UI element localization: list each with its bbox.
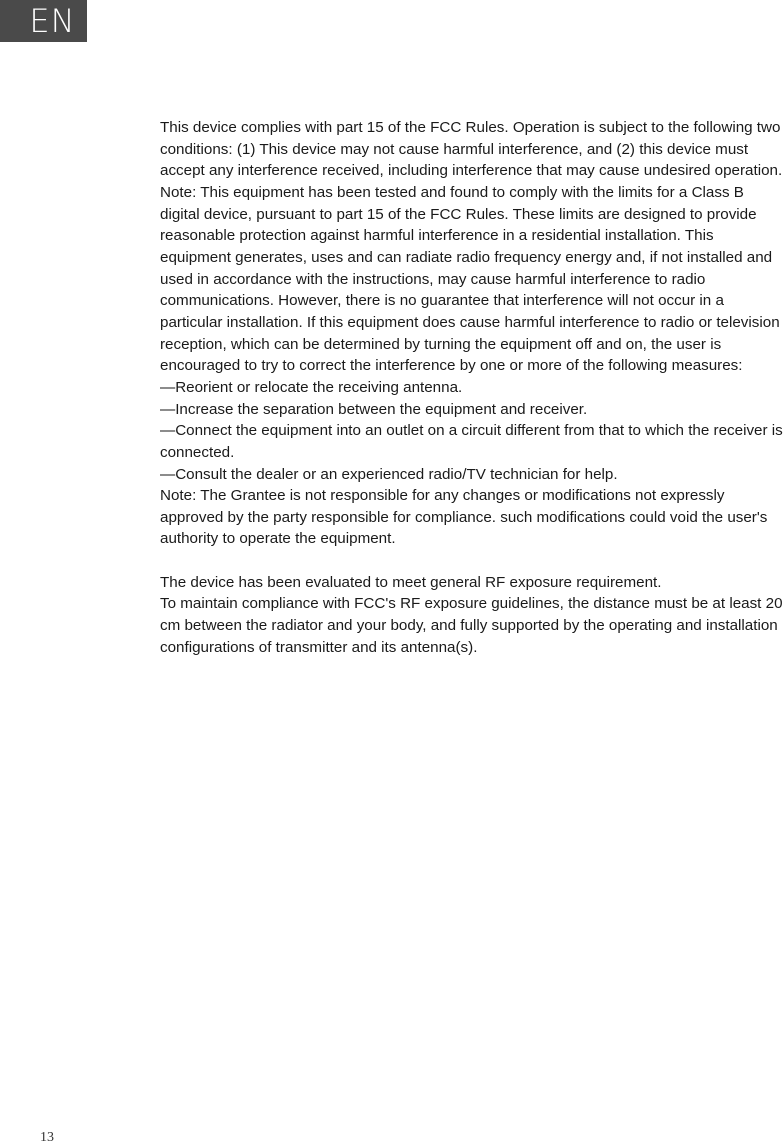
paragraph-spacer xyxy=(160,550,784,572)
grantee-note-paragraph: Note: The Grantee is not responsible for any changes or modifications not expressly approved by the party responsible for compliance. such modifications could void the user's authority to operate the equipment. xyxy=(160,487,768,548)
language-label: EN xyxy=(29,2,76,40)
measure-increase-separation: —Increase the separation between the equipment and receiver. xyxy=(160,400,588,418)
measure-consult-dealer: —Consult the dealer or an experienced radio/TV technician for help. xyxy=(160,465,618,483)
rf-exposure-paragraph: The device has been evaluated to meet general RF exposure requirement. xyxy=(160,573,662,591)
page-number: 13 xyxy=(40,1130,54,1145)
language-tab xyxy=(0,0,87,42)
class-b-note-paragraph: Note: This equipment has been tested and found to comply with the limits for a Class B digital device, pursuant to part 15 of the FCC Rules. These limits are designed to provide reasonable protection against harmful interference in a residential installation. This equipment generates, uses and can radiate radio frequency energy and, if not installed and used in accordance with the instructions, may cause harmful interference to radio communications. However, there is no guarantee that interference will not occur in a particular installation. If this equipment does cause harmful interference to radio or television reception, which can be determined by turning the equipment off and on, the user is encouraged to try to correct the interference by one or more of the following measures: xyxy=(160,183,780,375)
compliance-paragraph: This device complies with part 15 of the FCC Rules. Operation is subject to the following two conditions: (1) This device may not cause harmful interference, and (2) this device must accept any interference received, including interference that may cause undesired operation. xyxy=(160,119,783,180)
rf-distance-paragraph: To maintain compliance with FCC's RF exposure guidelines, the distance must be at least 20 cm between the radiator and your body, and fully supported by the operating and installation configurations of transmitter and its antenna(s). xyxy=(160,595,783,656)
measure-reorient: —Reorient or relocate the receiving antenna. xyxy=(160,378,463,396)
measure-different-outlet: —Connect the equipment into an outlet on a circuit different from that to which the receiver is connected. xyxy=(160,422,783,461)
fcc-statement xyxy=(160,117,784,658)
